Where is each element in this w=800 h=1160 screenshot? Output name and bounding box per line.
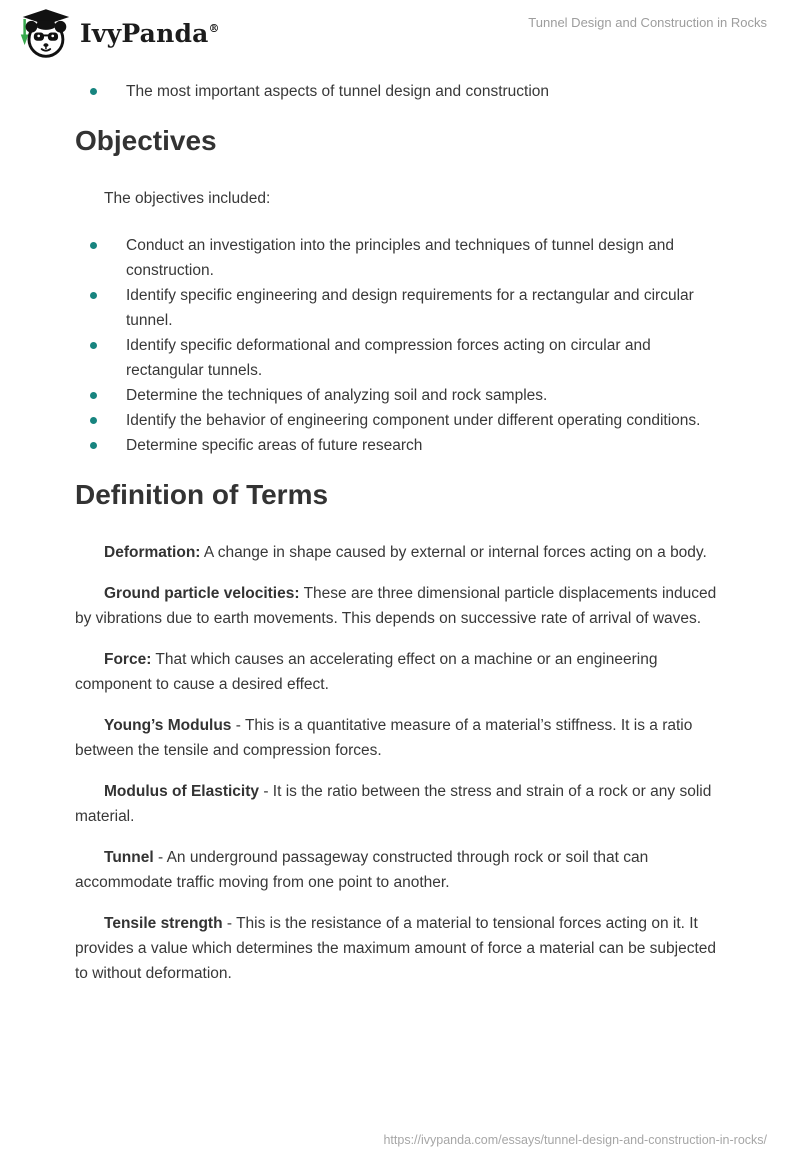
definition-text: A change in shape caused by external or internal forces acting on a body.: [203, 544, 707, 561]
list-item: [75, 433, 720, 458]
definition-term: Young’s Modulus: [104, 717, 232, 734]
definition-text: - It is the ratio between the stress and strain of a rock or any solid material.: [75, 783, 712, 825]
section-heading-definitions: Definition of Terms: [75, 479, 329, 510]
list-item: [75, 383, 720, 408]
intro-bullet-list: [75, 79, 720, 104]
objectives-intro: The objectives included:: [104, 190, 271, 207]
bullet-icon: [90, 88, 97, 95]
definition-paragraph: [75, 779, 720, 829]
definition-text: - This is a quantitative measure of a material’s stiffness. It is a ratio between the tensile and compression forces.: [75, 717, 693, 759]
list-item-text: Determine specific areas of future research: [126, 437, 423, 454]
document-title: Tunnel Design and Construction in Rocks: [528, 15, 767, 30]
definition-paragraph: [75, 845, 720, 895]
ivypanda-panda-icon: [13, 6, 75, 61]
definition-term: Tunnel: [104, 849, 154, 866]
definition-term: Force:: [104, 651, 152, 668]
list-item-text: The most important aspects of tunnel design and construction: [126, 83, 550, 100]
list-item-text: Identify the behavior of engineering component under different operating conditions.: [126, 412, 701, 429]
list-item-text: Identify specific deformational and compression forces acting on circular and rectangular tunnels.: [126, 337, 651, 379]
list-item: [75, 283, 720, 333]
definition-text: - An underground passageway constructed through rock or soil that can accommodate traffic moving from one point to another.: [75, 849, 649, 891]
definition-term: Modulus of Elasticity: [104, 783, 260, 800]
bullet-icon: [90, 417, 97, 424]
definition-paragraph: [75, 713, 720, 763]
definition-text: These are three dimensional particle displacements induced by vibrations due to earth movements. This depends on successive rate of arrival of waves.: [75, 585, 717, 627]
definition-term: Tensile strength: [104, 915, 223, 932]
bullet-icon: [90, 392, 97, 399]
definition-term: Deformation:: [104, 544, 201, 561]
definition-paragraph: [75, 911, 720, 986]
bullet-icon: [90, 442, 97, 449]
definition-paragraph: [75, 540, 720, 565]
list-item: [75, 333, 720, 383]
definition-text: - This is the resistance of a material to tensional forces acting on it. It provides a value which determines the maximum amount of force a material can be subjected to without deformation.: [75, 915, 716, 982]
brand-logo: [13, 6, 220, 61]
list-item-text: Identify specific engineering and design requirements for a rectangular and circular tunnel.: [126, 287, 694, 329]
objectives-bullet-list: [75, 233, 720, 458]
definition-text: That which causes an accelerating effect on a machine or an engineering component to cause a desired effect.: [75, 651, 658, 693]
definition-paragraph: [75, 581, 720, 631]
bullet-icon: [90, 242, 97, 249]
page-header: [0, 0, 800, 70]
list-item: [75, 79, 720, 104]
list-item-text: Determine the techniques of analyzing soil and rock samples.: [126, 387, 548, 404]
bullet-icon: [90, 342, 97, 349]
source-url: https://ivypanda.com/essays/tunnel-design-and-construction-in-rocks/: [383, 1133, 767, 1147]
registered-trademark: ®: [208, 22, 220, 35]
definition-term: Ground particle velocities:: [104, 585, 300, 602]
bullet-icon: [90, 292, 97, 299]
page-footer: [383, 1133, 767, 1147]
brand-name-text: IvyPanda: [80, 19, 209, 48]
list-item-text: Conduct an investigation into the principles and techniques of tunnel design and construction.: [126, 237, 675, 279]
document-content: [0, 79, 800, 986]
definition-paragraph: [75, 647, 720, 697]
list-item: [75, 408, 720, 433]
list-item: [75, 233, 720, 283]
brand-name: [80, 19, 220, 48]
section-heading-objectives: Objectives: [75, 125, 217, 156]
